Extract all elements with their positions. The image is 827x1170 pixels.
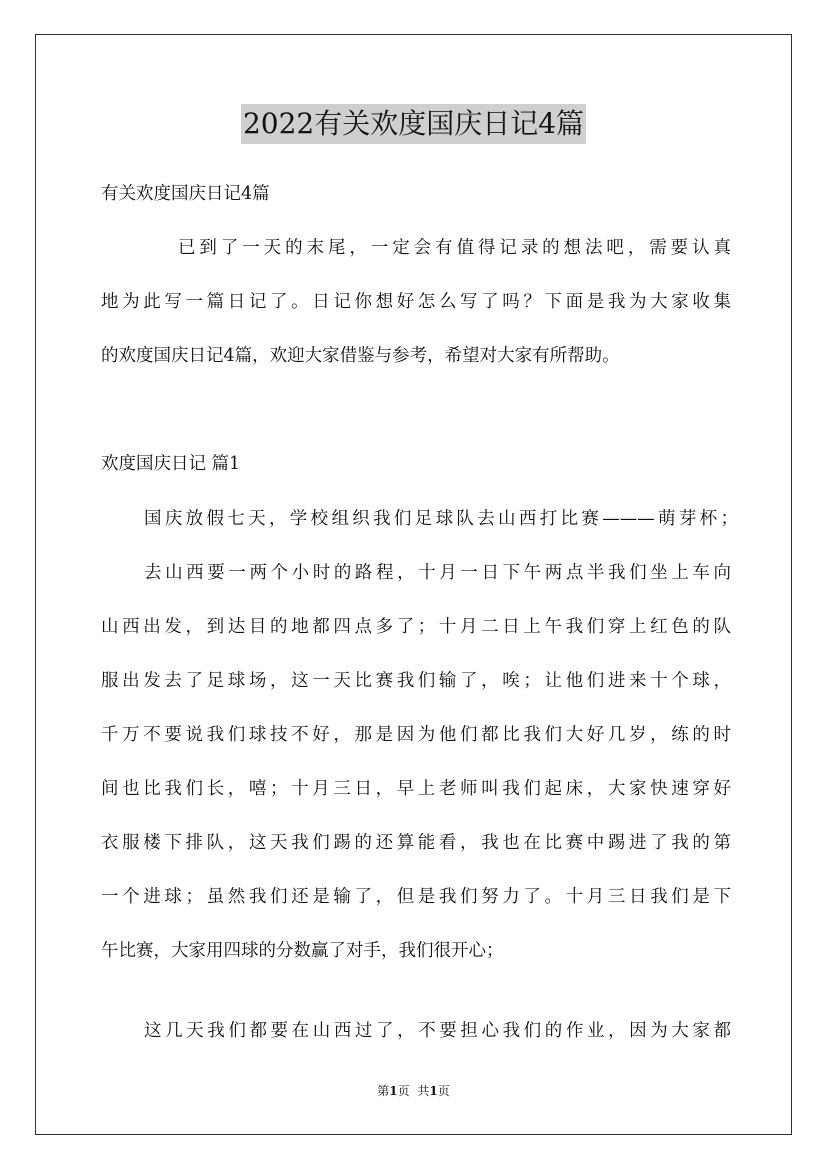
paragraph-line: 午比赛，大家用四球的分数赢了对手，我们很开心；: [101, 941, 504, 961]
section-heading: 欢度国庆日记 篇1: [101, 454, 241, 474]
footer-page-suffix: 页: [397, 1084, 410, 1098]
document-title: 2022有关欢度国庆日记4篇: [241, 104, 586, 144]
paragraph-line: 国庆放假七天，学校组织我们足球队去山西打比赛———萌芽杯；: [144, 509, 738, 529]
page-footer: [0, 1083, 827, 1099]
title-container: [0, 104, 827, 144]
paragraph-line: 服出发去了足球场，这一天比赛我们输了，唉；让他们进来十个球，: [101, 671, 731, 691]
footer-total-number: 1: [429, 1084, 438, 1098]
subtitle-line: 有关欢度国庆日记4篇: [101, 184, 270, 204]
paragraph-line: 这几天我们都要在山西过了，不要担心我们的作业，因为大家都: [144, 1021, 731, 1041]
footer-page-number: 1: [389, 1084, 398, 1098]
paragraph-line: 千万不要说我们球技不好，那是因为他们都比我们大好几岁，练的时: [101, 725, 731, 745]
paragraph-line: 一个进球；虽然我们还是输了，但是我们努力了。十月三日我们是下: [101, 887, 731, 907]
paragraph-line: 已到了一天的末尾，一定会有值得记录的想法吧，需要认真: [178, 238, 731, 258]
paragraph-line: 间也比我们长，嘻；十月三日，早上老师叫我们起床，大家快速穿好: [101, 779, 731, 799]
paragraph-line: 的欢度国庆日记4篇，欢迎大家借鉴与参考，希望对大家有所帮助。: [101, 346, 620, 366]
footer-page-prefix: 第: [377, 1084, 390, 1098]
footer-total-prefix: 共: [417, 1084, 430, 1098]
paragraph-line: 山西出发，到达目的地都四点多了；十月二日上午我们穿上红色的队: [101, 617, 731, 637]
paragraph-line: 去山西要一两个小时的路程，十月一日下午两点半我们坐上车向: [144, 563, 731, 583]
footer-total-suffix: 页: [437, 1084, 450, 1098]
paragraph-line: 地为此写一篇日记了。日记你想好怎么写了吗？下面是我为大家收集: [101, 292, 731, 312]
paragraph-line: 衣服楼下排队，这天我们踢的还算能看，我也在比赛中踢进了我的第: [101, 833, 731, 853]
